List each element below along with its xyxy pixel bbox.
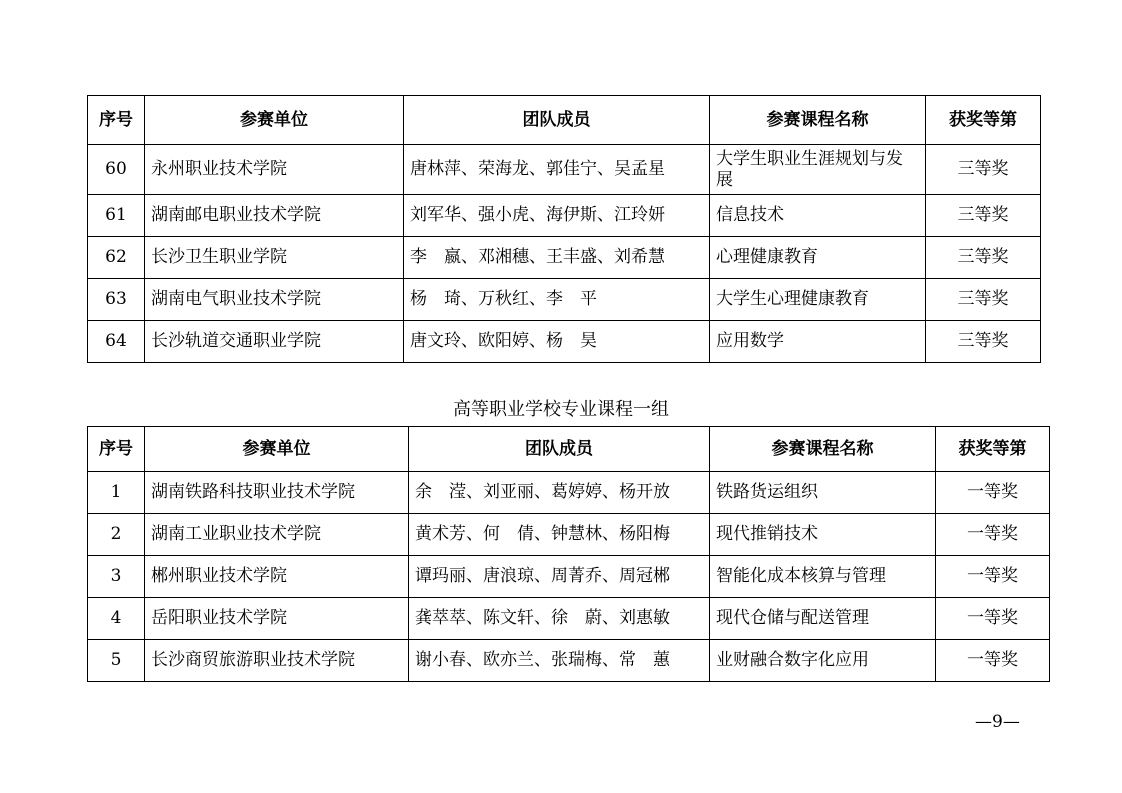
cell-award: 三等奖 [926, 195, 1041, 237]
cell-course: 智能化成本核算与管理 [710, 556, 936, 598]
cell-index: 5 [88, 640, 145, 682]
cell-members: 李 嬴、邓湘穗、王丰盛、刘希慧 [404, 237, 710, 279]
table-row [88, 237, 1041, 279]
cell-unit: 郴州职业技术学院 [145, 556, 409, 598]
section-title: 高等职业学校专业课程一组 [453, 399, 669, 420]
cell-members: 谢小春、欧亦兰、张瑞梅、常 蕙 [409, 640, 710, 682]
header-unit: 参赛单位 [145, 427, 409, 472]
table-header-row [88, 427, 1050, 472]
cell-course: 现代推销技术 [710, 514, 936, 556]
header-members: 团队成员 [404, 96, 710, 145]
cell-members: 唐文玲、欧阳婷、杨 昊 [404, 321, 710, 363]
cell-course: 大学生职业生涯规划与发展 [710, 145, 926, 195]
table-row [88, 556, 1050, 598]
table-row [88, 514, 1050, 556]
cell-members: 龚萃萃、陈文轩、徐 蔚、刘惠敏 [409, 598, 710, 640]
cell-index: 2 [88, 514, 145, 556]
cell-members: 谭玛丽、唐浪琼、周菁乔、周冠郴 [409, 556, 710, 598]
header-members: 团队成员 [409, 427, 710, 472]
cell-unit: 岳阳职业技术学院 [145, 598, 409, 640]
header-unit: 参赛单位 [145, 96, 404, 145]
cell-award: 一等奖 [936, 556, 1050, 598]
cell-award: 三等奖 [926, 321, 1041, 363]
cell-index: 1 [88, 472, 145, 514]
cell-members: 余 滢、刘亚丽、葛婷婷、杨开放 [409, 472, 710, 514]
table-row [88, 472, 1050, 514]
cell-unit: 湖南铁路科技职业技术学院 [145, 472, 409, 514]
cell-course: 应用数学 [710, 321, 926, 363]
cell-index: 64 [88, 321, 145, 363]
cell-index: 4 [88, 598, 145, 640]
cell-index: 60 [88, 145, 145, 195]
header-course: 参赛课程名称 [710, 427, 936, 472]
cell-members: 杨 琦、万秋红、李 平 [404, 279, 710, 321]
cell-course: 现代仓储与配送管理 [710, 598, 936, 640]
cell-award: 三等奖 [926, 279, 1041, 321]
award-table-2 [87, 426, 1050, 682]
cell-award: 三等奖 [926, 145, 1041, 195]
cell-course: 大学生心理健康教育 [710, 279, 926, 321]
cell-course: 铁路货运组织 [710, 472, 936, 514]
cell-course: 心理健康教育 [710, 237, 926, 279]
table-row [88, 598, 1050, 640]
page-number: —9— [975, 712, 1020, 732]
cell-award: 一等奖 [936, 640, 1050, 682]
header-award: 获奖等第 [926, 96, 1041, 145]
cell-unit: 长沙卫生职业学院 [145, 237, 404, 279]
cell-course: 业财融合数字化应用 [710, 640, 936, 682]
award-table-1 [87, 95, 1041, 363]
cell-members: 刘军华、强小虎、海伊斯、江玲妍 [404, 195, 710, 237]
cell-award: 一等奖 [936, 514, 1050, 556]
cell-award: 一等奖 [936, 472, 1050, 514]
cell-members: 唐林萍、荣海龙、郭佳宁、吴孟星 [404, 145, 710, 195]
header-course: 参赛课程名称 [710, 96, 926, 145]
table-row [88, 640, 1050, 682]
header-award: 获奖等第 [936, 427, 1050, 472]
header-index: 序号 [88, 96, 145, 145]
cell-index: 3 [88, 556, 145, 598]
table-header-row [88, 96, 1041, 145]
cell-index: 61 [88, 195, 145, 237]
header-index: 序号 [88, 427, 145, 472]
cell-index: 62 [88, 237, 145, 279]
table-row [88, 279, 1041, 321]
cell-unit: 湖南电气职业技术学院 [145, 279, 404, 321]
cell-unit: 长沙轨道交通职业学院 [145, 321, 404, 363]
cell-award: 三等奖 [926, 237, 1041, 279]
cell-unit: 长沙商贸旅游职业技术学院 [145, 640, 409, 682]
table-row [88, 195, 1041, 237]
cell-index: 63 [88, 279, 145, 321]
table-row [88, 321, 1041, 363]
cell-unit: 永州职业技术学院 [145, 145, 404, 195]
cell-unit: 湖南工业职业技术学院 [145, 514, 409, 556]
table-row [88, 145, 1041, 195]
cell-members: 黄术芳、何 倩、钟慧林、杨阳梅 [409, 514, 710, 556]
cell-course: 信息技术 [710, 195, 926, 237]
cell-award: 一等奖 [936, 598, 1050, 640]
cell-unit: 湖南邮电职业技术学院 [145, 195, 404, 237]
